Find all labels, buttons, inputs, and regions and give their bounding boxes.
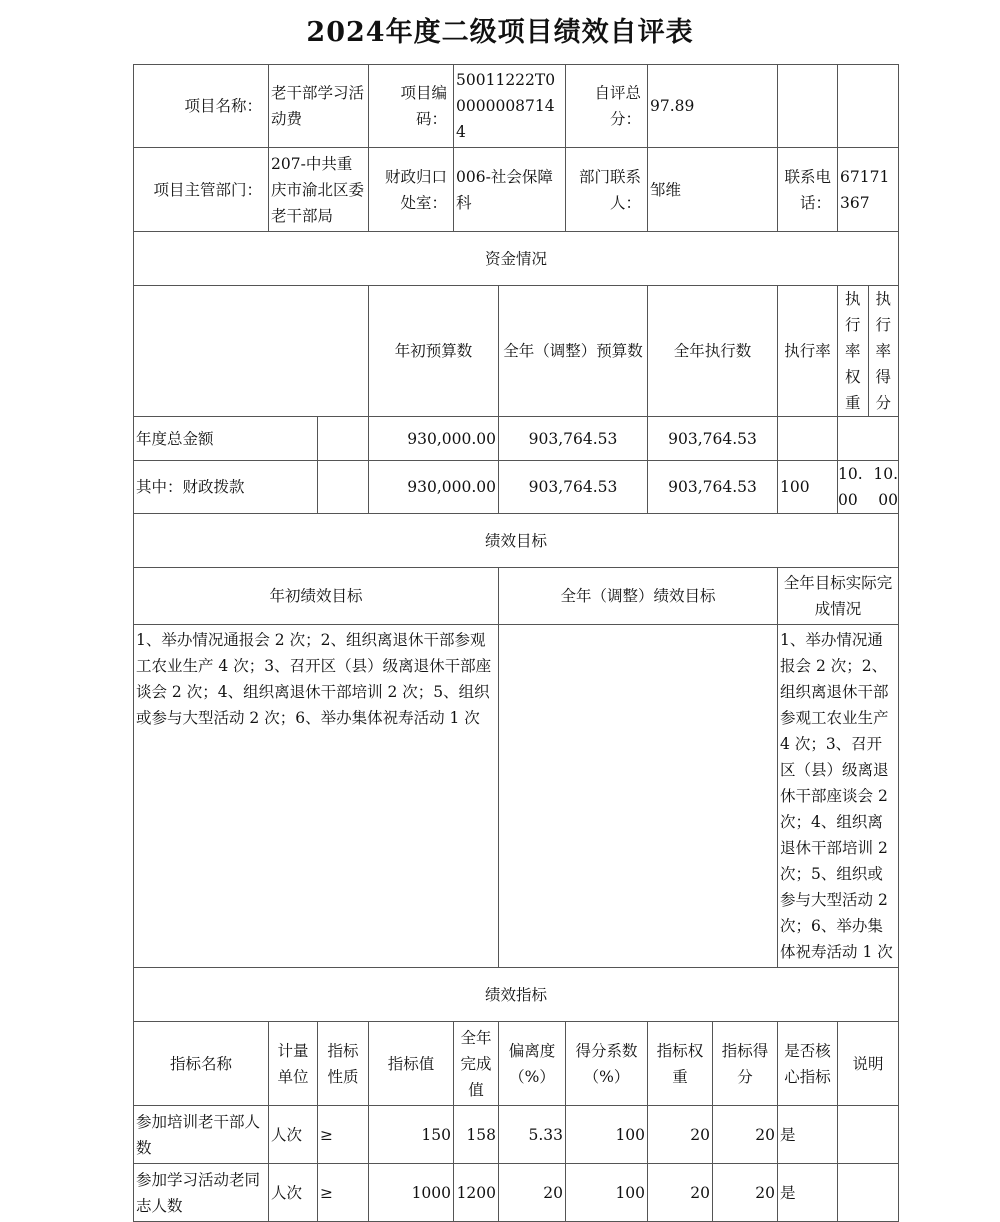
page-title: 2024年度二级项目绩效自评表: [306, 17, 694, 48]
self-score-value: 97.89: [648, 65, 778, 148]
indicator-unit: 人次: [269, 1164, 318, 1222]
indicator-unit: 人次: [269, 1106, 318, 1164]
indicator-nature: ≥: [318, 1164, 369, 1222]
indicator-target: 150: [369, 1106, 454, 1164]
goals-section-row: [134, 514, 899, 568]
goals-content-row: [134, 625, 899, 968]
indicator-name: 参加培训老干部人数: [134, 1106, 269, 1164]
finance-label: 财政归口处室：: [369, 148, 454, 232]
indicator-header-name: 指标名称: [134, 1022, 269, 1106]
goals-section-title: 绩效目标: [134, 514, 899, 568]
goals-initial-header: 年初绩效目标: [134, 568, 499, 625]
indicator-note: [838, 1106, 899, 1164]
indicator-header-actual: 全年完成值: [454, 1022, 499, 1106]
funds-row-rate: [778, 417, 838, 461]
indicator-header-score: 指标得分: [713, 1022, 778, 1106]
indicator-coef: 100: [566, 1106, 648, 1164]
indicator-score: 20: [713, 1164, 778, 1222]
funds-row-weight-score: [838, 461, 899, 514]
funds-header-budget: 年初预算数: [369, 286, 499, 417]
indicator-coef: 100: [566, 1164, 648, 1222]
indicator-core: 是: [778, 1106, 838, 1164]
indicator-row: [134, 1106, 899, 1164]
indicator-nature: ≥: [318, 1106, 369, 1164]
phone-label: 联系电话：: [778, 148, 838, 232]
evaluation-table: [133, 64, 899, 1222]
funds-row: [134, 417, 899, 461]
goals-initial-text: 1、举办情况通报会 2 次；2、组织离退休干部参观工农业生产 4 次；3、召开区（县）级离退休干部座谈会 2 次；4、组织离退休干部培训 2 次；5、组织或参与大型活动 2 次；6、举办集体祝寿活动 1 次: [134, 625, 499, 968]
indicator-name: 参加学习活动老同志人数: [134, 1164, 269, 1222]
indicator-header-note: 说明: [838, 1022, 899, 1106]
funds-row-score: 10.00: [873, 465, 899, 509]
indicator-header-core: 是否核心指标: [778, 1022, 838, 1106]
empty-cell: [318, 461, 369, 514]
funds-row-rate: 100: [778, 461, 838, 514]
finance-value: 006-社会保障科: [454, 148, 566, 232]
indicator-weight: 20: [648, 1106, 713, 1164]
dept-label: 项目主管部门：: [134, 148, 269, 232]
info-row-project: [134, 65, 899, 148]
project-name-label: 项目名称：: [134, 65, 269, 148]
indicators-section-row: [134, 968, 899, 1022]
funds-row-adjusted: 903,764.53: [499, 417, 648, 461]
project-name-value: 老干部学习活动费: [269, 65, 369, 148]
indicator-header-unit: 计量单位: [269, 1022, 318, 1106]
dept-value: 207-中共重庆市渝北区委老干部局: [269, 148, 369, 232]
funds-row-budget: 930,000.00: [369, 461, 499, 514]
indicators-header-row: [134, 1022, 899, 1106]
funds-row-adjusted: 903,764.53: [499, 461, 648, 514]
self-score-label: 自评总分：: [566, 65, 648, 148]
indicator-header-weight: 指标权重: [648, 1022, 713, 1106]
funds-header-rate: 执行率: [778, 286, 838, 417]
funds-row-label: 年度总金额: [134, 417, 318, 461]
goals-actual-text: 1、举办情况通报会 2 次；2、组织离退休干部参观工农业生产 4 次；3、召开区（县）级离退休干部座谈会 2 次；4、组织离退休干部培训 2 次；5、组织或参与大型活动 2 次；6、举办集体祝寿活动 1 次: [778, 625, 899, 968]
phone-value: 67171367: [838, 148, 899, 232]
indicator-deviation: 5.33: [499, 1106, 566, 1164]
indicator-actual: 1200: [454, 1164, 499, 1222]
empty-cell: [778, 65, 838, 148]
funds-header-weight-score: [838, 286, 899, 417]
funds-section-row: [134, 232, 899, 286]
indicator-weight: 20: [648, 1164, 713, 1222]
funds-header-row: [134, 286, 899, 417]
indicator-note: [838, 1164, 899, 1222]
funds-header-score: 执行率得分: [868, 286, 899, 416]
empty-cell: [134, 286, 369, 417]
funds-row-executed: 903,764.53: [648, 461, 778, 514]
indicator-header-coef: 得分系数（%）: [566, 1022, 648, 1106]
indicator-actual: 158: [454, 1106, 499, 1164]
empty-cell: [838, 65, 899, 148]
goals-actual-header: 全年目标实际完成情况: [778, 568, 899, 625]
indicator-deviation: 20: [499, 1164, 566, 1222]
goals-adjusted-text: [499, 625, 778, 968]
indicator-header-target: 指标值: [369, 1022, 454, 1106]
indicator-header-deviation: 偏离度（%）: [499, 1022, 566, 1106]
contact-value: 邹维: [648, 148, 778, 232]
indicator-core: 是: [778, 1164, 838, 1222]
funds-row-budget: 930,000.00: [369, 417, 499, 461]
indicators-section-title: 绩效指标: [134, 968, 899, 1022]
indicator-row: [134, 1164, 899, 1222]
indicator-target: 1000: [369, 1164, 454, 1222]
empty-cell: [318, 417, 369, 461]
project-code-value: 50011222T000000087144: [454, 65, 566, 148]
indicator-header-nature: 指标性质: [318, 1022, 369, 1106]
indicator-score: 20: [713, 1106, 778, 1164]
contact-label: 部门联系人：: [566, 148, 648, 232]
funds-row-weight-score: [838, 417, 899, 461]
funds-row-executed: 903,764.53: [648, 417, 778, 461]
funds-header-weight: 执行率权重: [845, 290, 861, 412]
info-row-dept: [134, 148, 899, 232]
project-code-label: 项目编码：: [369, 65, 454, 148]
funds-row-label: 其中：财政拨款: [134, 461, 318, 514]
funds-section-title: 资金情况: [134, 232, 899, 286]
funds-row: [134, 461, 899, 514]
funds-row-weight: 10.00: [838, 465, 863, 509]
funds-header-executed: 全年执行数: [648, 286, 778, 417]
goals-header-row: [134, 568, 899, 625]
funds-header-adjusted: 全年（调整）预算数: [499, 286, 648, 417]
goals-adjusted-header: 全年（调整）绩效目标: [499, 568, 778, 625]
